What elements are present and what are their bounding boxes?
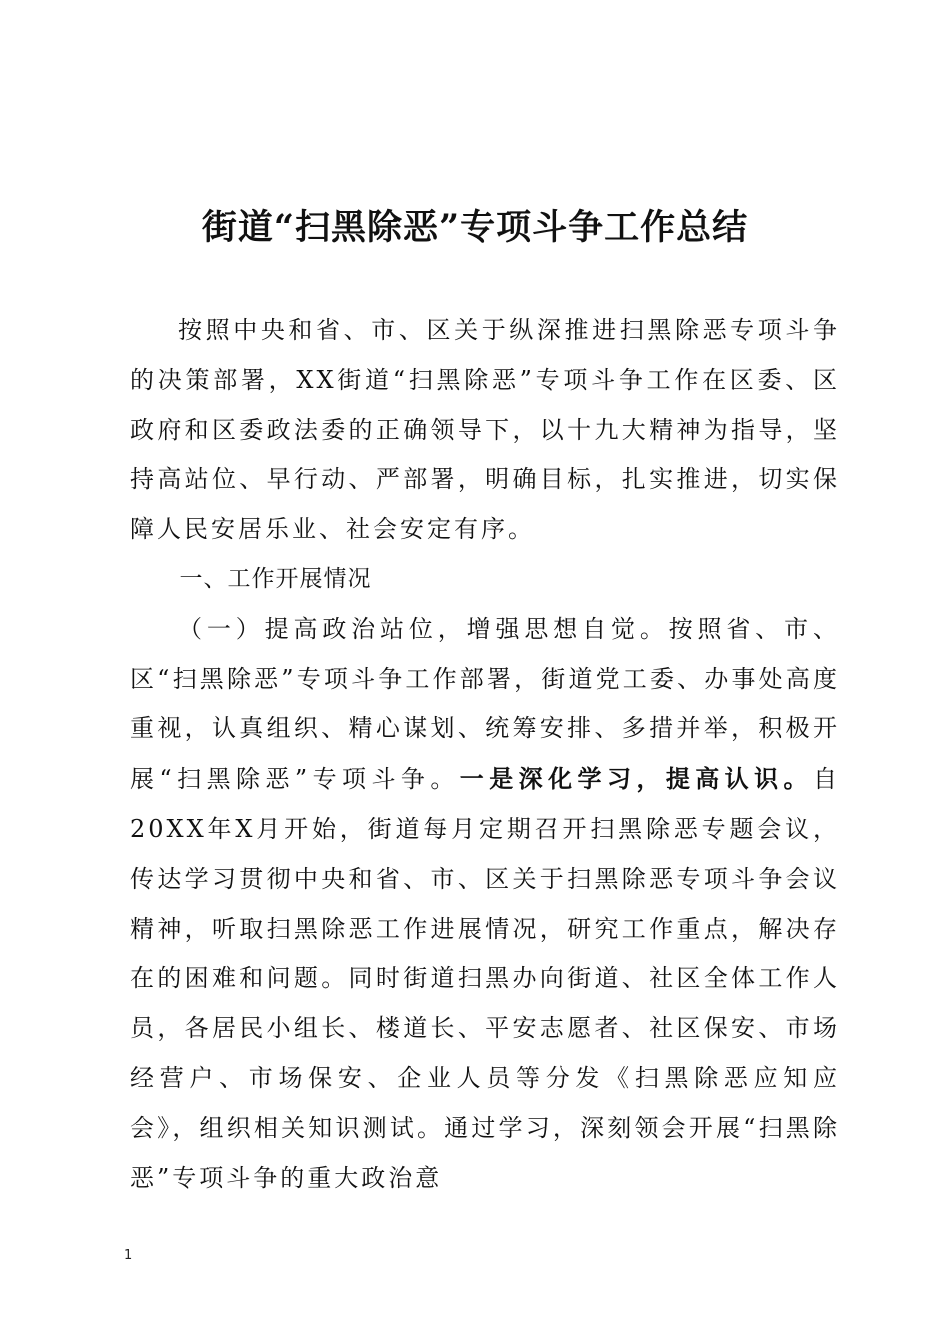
work-paragraph-emphasis: 一是深化学习，提高认识。 xyxy=(459,764,813,794)
document-body xyxy=(130,306,840,1203)
section-heading: 一、工作开展情况 xyxy=(179,565,372,592)
document-title: 街道“扫黑除恶”专项斗争工作总结 xyxy=(201,207,749,248)
work-paragraph xyxy=(130,605,840,1204)
page-number: 1 xyxy=(124,1248,133,1263)
work-paragraph-lead: （一）提高政治站位，增强思想自觉。按照省、市、区“扫黑除恶”专项斗争工作部署，街道党工委、办事处高度重视，认真组织、精心谋划、统筹安排、多措并举，积极开展“扫黑除恶”专项斗争。 xyxy=(130,614,840,794)
intro-paragraph: 按照中央和省、市、区关于纵深推进扫黑除恶专项斗争的决策部署，XX街道“扫黑除恶”专项斗争工作在区委、区政府和区委政法委的正确领导下，以十九大精神为指导，坚持高站位、早行动、严部署，明确目标，扎实推进，切实保障人民安居乐业、社会安定有序。 xyxy=(130,316,840,544)
work-paragraph-body: 自20XX年X月开始，街道每月定期召开扫黑除恶专题会议，传达学习贯彻中央和省、市、区关于扫黑除恶专项斗争会议精神，听取扫黑除恶工作进展情况，研究工作重点，解决存在的困难和问题。同时街道扫黑办向街道、社区全体工作人员，各居民小组长、楼道长、平安志愿者、社区保安、市场经营户、市场保安、企业人员等分发《扫黑除恶应知应会》，组织相关知识测试。通过学习，深刻领会开展“扫黑除恶”专项斗争的重大政治意 xyxy=(130,765,840,1192)
